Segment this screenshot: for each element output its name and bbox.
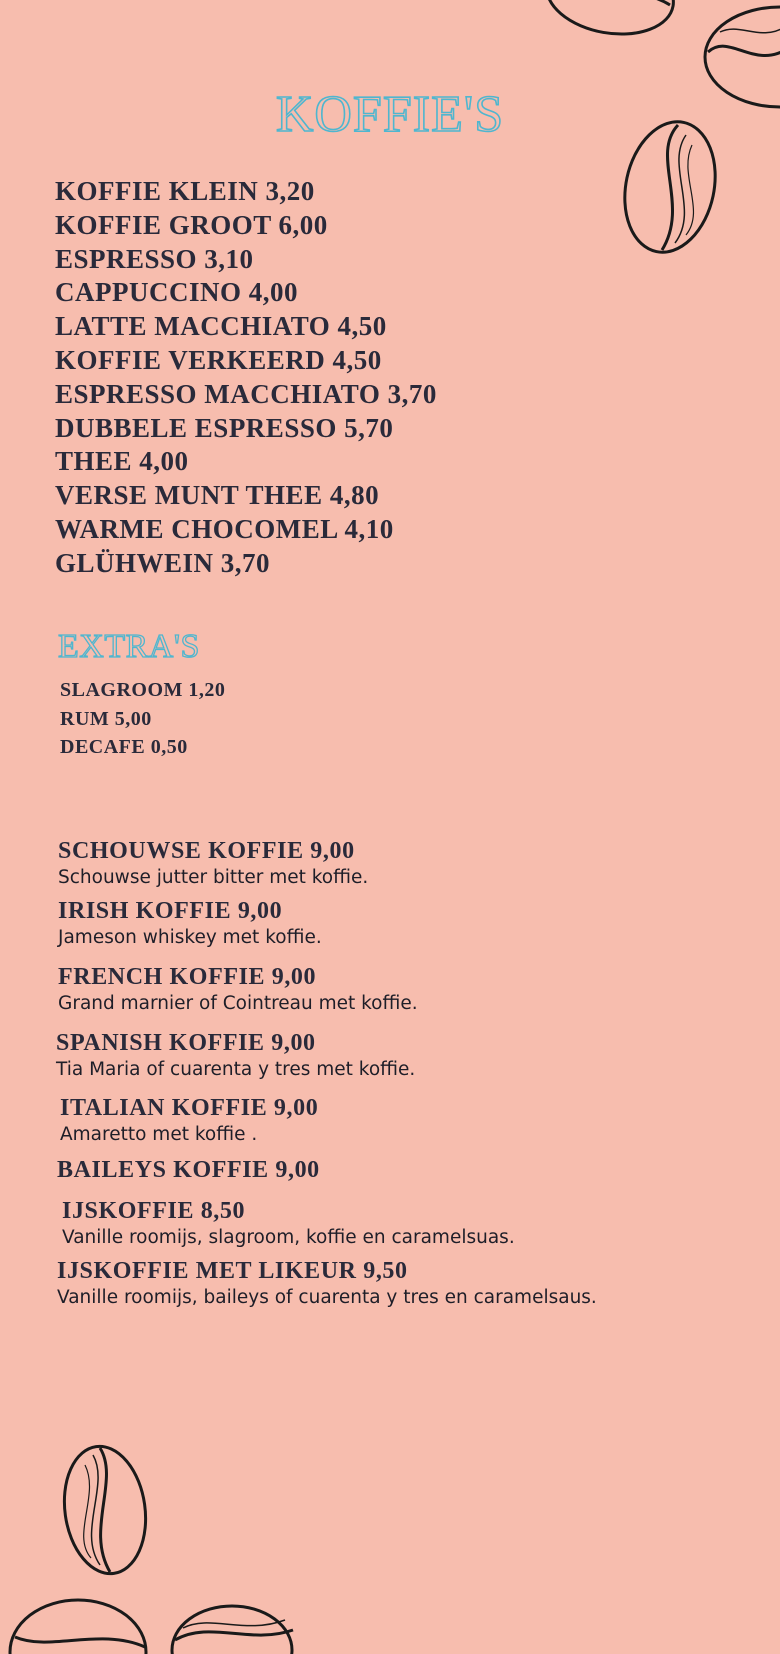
menu-item: VERSE MUNT THEE 4,80 — [55, 480, 380, 511]
menu-item: KOFFIE KLEIN 3,20 — [55, 176, 315, 206]
menu-item: DUBBELE ESPRESSO 5,70 — [55, 412, 394, 443]
special-name: FRENCH KOFFIE 9,00 — [58, 964, 317, 990]
special-name: BAILEYS KOFFIE 9,00 — [57, 1157, 320, 1183]
extras-list — [60, 676, 225, 762]
special-item — [57, 1258, 597, 1308]
coffee-bean-icon — [540, 0, 680, 50]
special-name: IJSKOFFIE 8,50 — [62, 1198, 246, 1224]
special-name: IRISH KOFFIE 9,00 — [58, 898, 283, 924]
extra-item: SLAGROOM 1,20 — [60, 679, 226, 701]
special-item — [58, 838, 368, 888]
special-description: Schouwse jutter bitter met koffie. — [58, 867, 369, 888]
menu-item: GLÜHWEIN 3,70 — [55, 547, 271, 578]
special-name: IJSKOFFIE MET LIKEUR 9,50 — [57, 1258, 408, 1284]
special-description: Vanille roomijs, baileys of cuarenta y tres en caramelsaus. — [57, 1287, 597, 1308]
special-name: SCHOUWSE KOFFIE 9,00 — [58, 838, 355, 864]
extra-item: RUM 5,00 — [60, 707, 152, 730]
menu-item: KOFFIE VERKEERD 4,50 — [55, 344, 382, 375]
menu-item: THEE 4,00 — [55, 446, 189, 477]
menu-item: ESPRESSO 3,10 — [55, 243, 254, 274]
special-item — [62, 1198, 515, 1248]
special-name: ITALIAN KOFFIE 9,00 — [60, 1095, 319, 1121]
coffee-bean-icon — [0, 1592, 150, 1654]
coffee-bean-icon — [165, 1600, 300, 1654]
coffee-menu-list — [55, 175, 437, 581]
special-item — [57, 1157, 320, 1184]
special-name: SPANISH KOFFIE 9,00 — [56, 1030, 316, 1056]
special-item — [60, 1095, 318, 1145]
special-item — [56, 1030, 415, 1080]
special-description: Jameson whiskey met koffie. — [58, 927, 322, 948]
special-description: Vanille roomijs, slagroom, koffie en caramelsuas. — [62, 1227, 515, 1248]
menu-item: KOFFIE GROOT 6,00 — [55, 209, 328, 240]
special-item — [58, 964, 418, 1014]
special-item — [58, 898, 322, 948]
special-description: Grand marnier of Cointreau met koffie. — [58, 993, 418, 1014]
extras-heading: EXTRA'S — [58, 628, 200, 665]
menu-item: CAPPUCCINO 4,00 — [55, 277, 298, 308]
special-description: Amaretto met koffie . — [60, 1124, 258, 1145]
page-title: KOFFIE'S — [275, 85, 505, 143]
coffee-bean-icon — [55, 1440, 155, 1580]
menu-item: LATTE MACCHIATO 4,50 — [55, 311, 387, 342]
menu-item: WARME CHOCOMEL 4,10 — [55, 513, 394, 544]
special-description: Tia Maria of cuarenta y tres met koffie. — [56, 1059, 416, 1080]
menu-item: ESPRESSO MACCHIATO 3,70 — [55, 378, 437, 409]
extra-item: DECAFE 0,50 — [60, 736, 188, 758]
